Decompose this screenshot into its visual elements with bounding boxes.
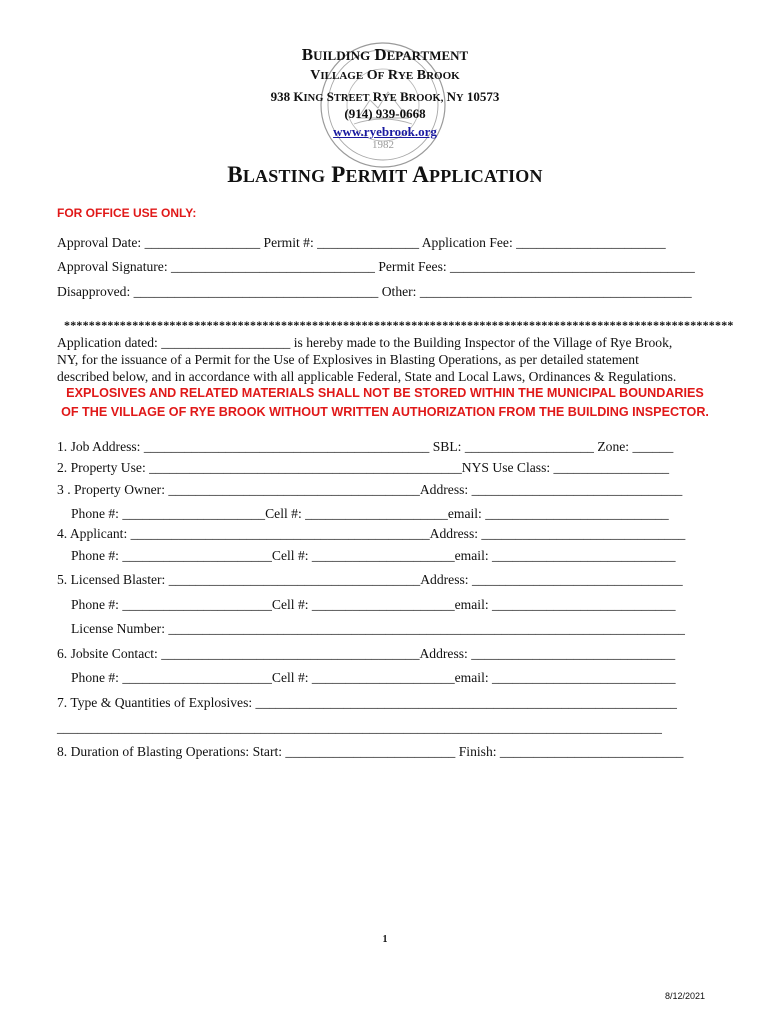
department-address: 938 KING STREET RYE BROOK, NY 10573	[270, 89, 500, 104]
job-address-field[interactable]: 1. Job Address: __________________________________________ SBL: ___________________ Zone: ______	[57, 439, 674, 454]
website-link[interactable]: www.ryebrook.org	[333, 124, 437, 139]
jobsite-contact-field[interactable]: 6. Jobsite Contact: ______________________________________Address: ______________________________	[57, 646, 676, 661]
explosives-type-field[interactable]: 7. Type & Quantities of Explosives: ______________________________________________________________	[57, 695, 677, 710]
applicant-field[interactable]: 4. Applicant: ____________________________________________Address: ______________________________	[57, 526, 686, 541]
intro-application-dated[interactable]: Application dated: ___________________ is hereby made to the Building Inspector of the Village of Rye Brook,	[57, 335, 673, 350]
intro-text-line2: NY, for the issuance of a Permit for the Use of Explosives in Blasting Operations, as per detailed statement	[57, 352, 639, 367]
jobsite-contact-phone-field[interactable]: Phone #: ______________________Cell #: _____________________email: ___________________________	[71, 670, 676, 685]
license-number-field[interactable]: License Number: ____________________________________________________________________________	[71, 621, 685, 636]
storage-warning-line2: OF THE VILLAGE OF RYE BROOK WITHOUT WRITTEN AUTHORIZATION FROM THE BUILDING INSPECTOR.	[61, 405, 709, 419]
owner-contact-field[interactable]: Phone #: _____________________Cell #: _____________________email: ___________________________	[71, 506, 669, 521]
office-use-heading: FOR OFFICE USE ONLY:	[57, 206, 197, 220]
blaster-contact-field[interactable]: Phone #: ______________________Cell #: _____________________email: ___________________________	[71, 597, 676, 612]
licensed-blaster-field[interactable]: 5. Licensed Blaster: _____________________________________Address: _______________________________	[57, 572, 683, 587]
department-name: BUILDING DEPARTMENT	[301, 45, 469, 64]
applicant-contact-field[interactable]: Phone #: ______________________Cell #: _____________________email: ___________________________	[71, 548, 676, 563]
department-phone: (914) 939-0668	[344, 106, 426, 121]
revision-date: 8/12/2021	[665, 991, 706, 1001]
blasting-duration-field[interactable]: 8. Duration of Blasting Operations: Start: _________________________ Finish: ___________________________	[57, 744, 684, 759]
property-use-field[interactable]: 2. Property Use: ______________________________________________NYS Use Class: _________________	[57, 460, 670, 475]
page-number: 1	[382, 934, 388, 945]
form-title: BLASTING PERMIT APPLICATION	[227, 162, 543, 187]
seal-year: 1982	[372, 139, 394, 151]
office-row-approval-signature[interactable]: Approval Signature: ______________________________ Permit Fees: ____________________________________	[57, 259, 695, 274]
property-owner-field[interactable]: 3 . Property Owner: _____________________________________Address: _______________________________	[57, 482, 683, 497]
storage-warning-line1: EXPLOSIVES AND RELATED MATERIALS SHALL NOT BE STORED WITHIN THE MUNICIPAL BOUNDARIES	[66, 386, 704, 400]
separator-stars: ************************************************************************************************************	[64, 318, 734, 332]
explosives-continuation-field[interactable]: _________________________________________________________________________________________	[57, 720, 662, 735]
intro-text-line3: described below, and in accordance with all applicable Federal, State and Local Laws, Ordinances & Regulations.	[57, 369, 677, 384]
office-row-disapproved[interactable]: Disapproved: ____________________________________ Other: ________________________________________	[57, 284, 692, 299]
village-name: VILLAGE OF RYE BROOK	[310, 68, 460, 83]
office-row-approval-date[interactable]: Approval Date: _________________ Permit #: _______________ Application Fee: ______________________	[57, 235, 666, 250]
